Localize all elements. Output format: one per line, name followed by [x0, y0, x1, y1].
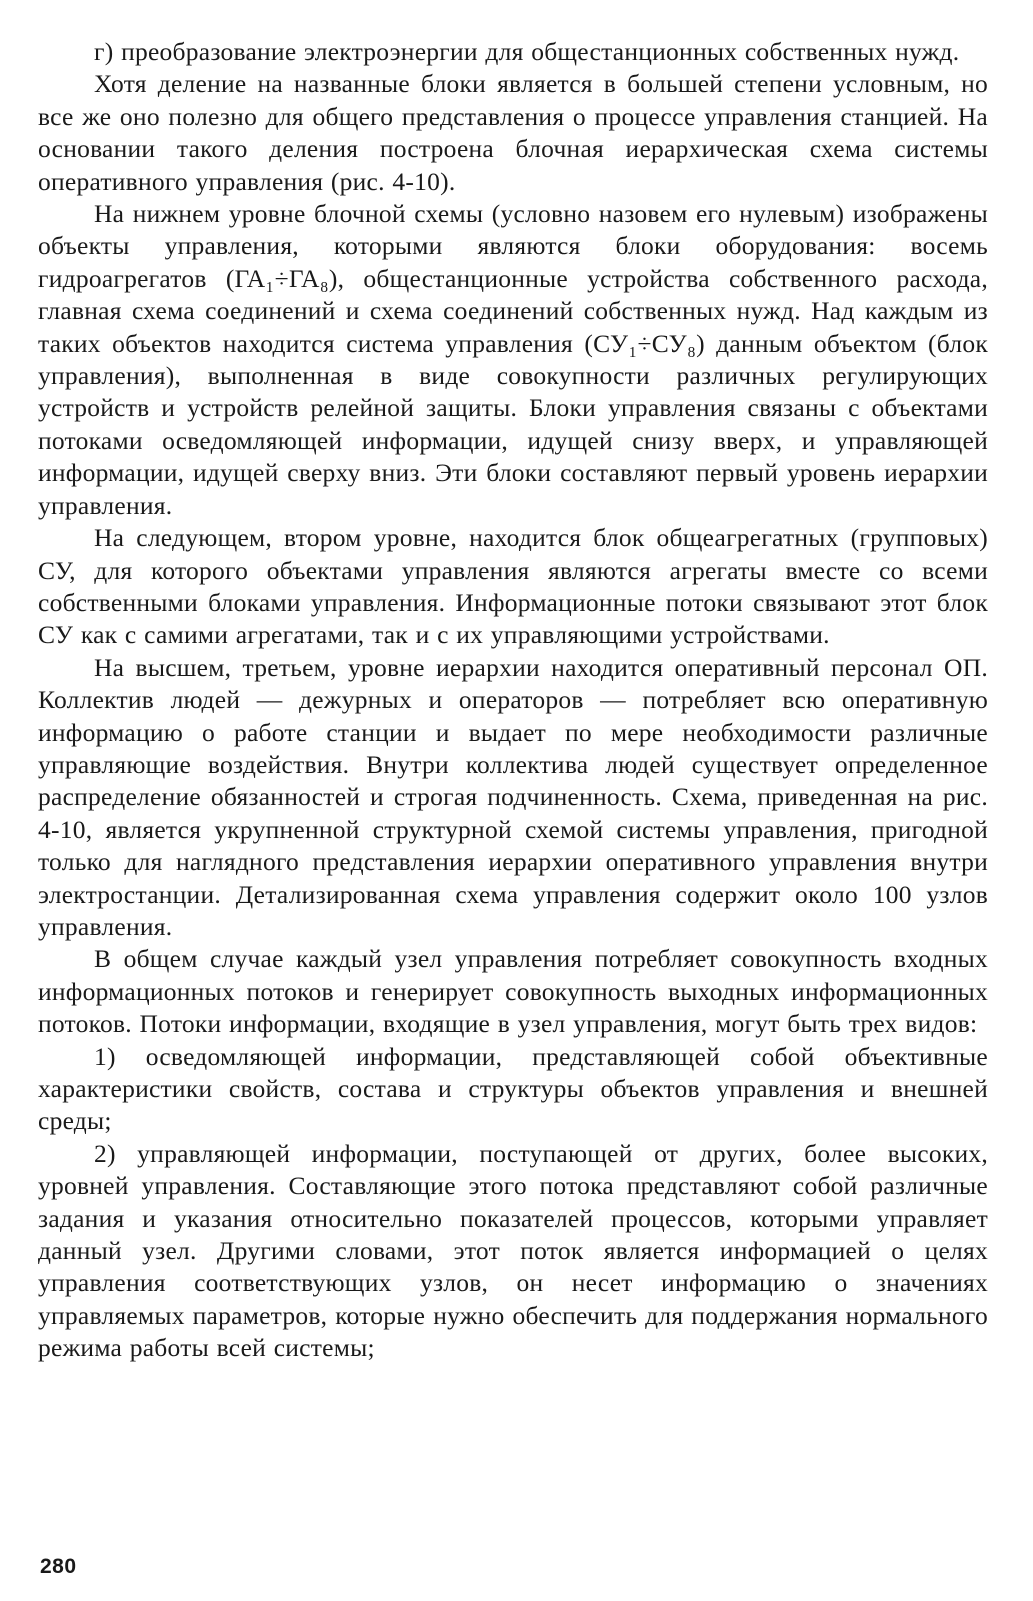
paragraph-second-level: На следующем, втором уровне, находится блок общеагрегатных (групповых) СУ, для которого объектами управления являются агрегаты вместе со всеми собственными блоками управления. Информационные потоки связывают этот блок СУ как с самими агрегатами, так и с их управляющими устройствами.: [38, 523, 988, 650]
book-page: [38, 0, 988, 1601]
list-item-1: 1) осведомляющей информации, представляющей собой объективные характеристики свойств, состава и структуры объектов управления и внешней среды;: [38, 1041, 988, 1136]
paragraph-highest-level: На высшем, третьем, уровне иерархии находится оперативный персонал ОП. Коллектив людей — дежурных и операторов — потребляет всю оперативную информацию о работе станции и выдает по мере необходимости различные управляющие воздействия. Внутри коллектива людей существует определенное распределение обязанностей и строгая подчиненность. Схема, приведенная на рис. 4-10, является укрупненной структурной схемой системы управления, пригодной только для наглядного представления иерархии оперативного управления внутри электростанции. Детализированная схема управления содержит около 100 узлов управления.: [38, 652, 988, 941]
body-text: [38, 36, 988, 1365]
page-number: 280: [40, 1555, 77, 1578]
paragraph-block-division: Хотя деление на названные блоки является в большей степени условным, но все же оно полезно для общего представления о процессе управления станцией. На основании такого деления построена блочная иерархическая схема системы оперативного управления (рис. 4-10).: [38, 69, 988, 196]
paragraph-lower-level: На нижнем уровне блочной схемы (условно назовем его нулевым) изображены объекты управления, которыми являются блоки оборудования: восемь гидроагрегатов (ГА₁÷ГА₈), общестанционные устройства собственного расхода, главная схема соединений и схема соединений собственных нужд. Над каждым из таких объектов находится система управления (СУ₁÷СУ₈) данным объектом (блок управления), выполненная в виде совокупности различных регулирующих устройств и устройств релейной защиты. Блоки управления связаны с объектами потоками осведомляющей информации, идущей снизу вверх, и управляющей информации, идущей сверху вниз. Эти блоки составляют первый уровень иерархии управления.: [38, 199, 988, 520]
paragraph-control-node: В общем случае каждый узел управления потребляет совокупность входных информационных потоков и генерирует совокупность выходных информационных потоков. Потоки информации, входящие в узел управления, могут быть трех видов:: [38, 944, 988, 1039]
paragraph-item-g: г) преобразование электроэнергии для общестанционных собственных нужд.: [94, 37, 960, 66]
list-item-2: 2) управляющей информации, поступающей от других, более высоких, уровней управления. Составляющие этого потока представляют собой различные задания и указания относительно показателей процессов, которыми управляет данный узел. Другими словами, этот поток является информацией о целях управления соответствующих узлов, он несет информацию о значениях управляемых параметров, которые нужно обеспечить для поддержания нормального режима работы всей системы;: [38, 1138, 988, 1363]
